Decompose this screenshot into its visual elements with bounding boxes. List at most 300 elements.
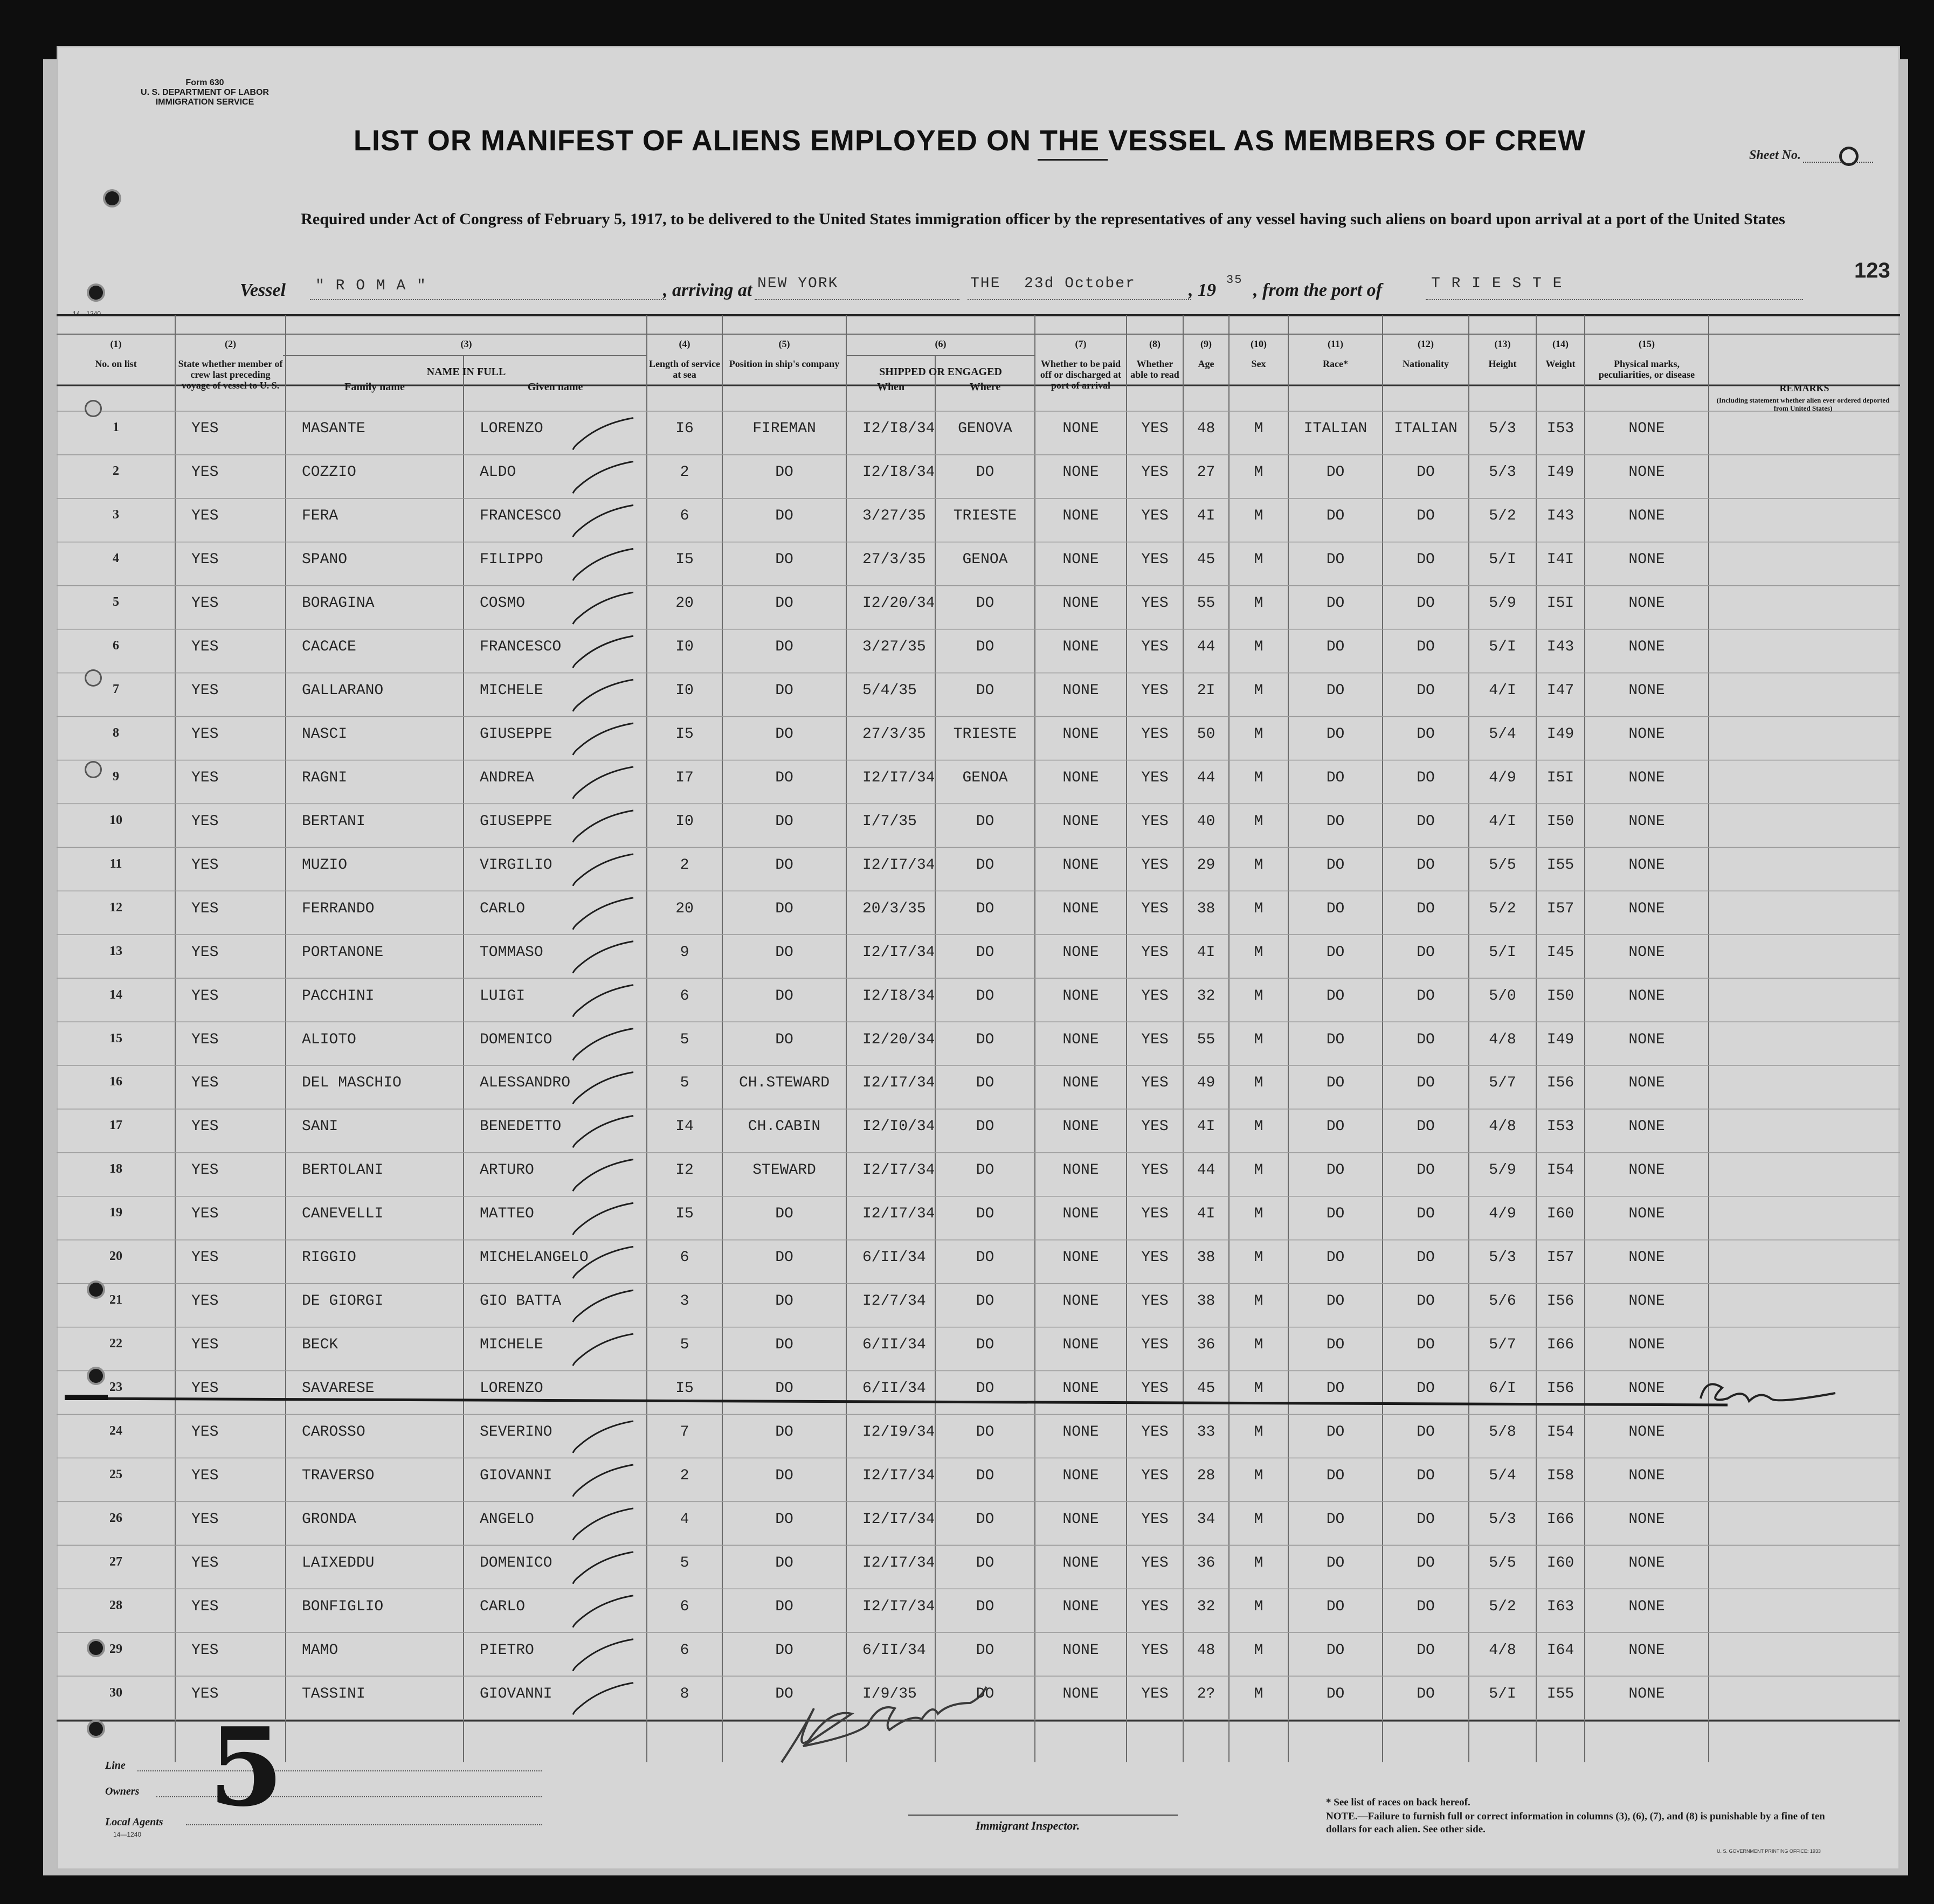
table-row: [57, 813, 1900, 835]
family-name: BERTANI: [302, 813, 365, 830]
table-row: [57, 1206, 1900, 1227]
physical-marks: NONE: [1628, 1337, 1665, 1354]
paid-off: NONE: [1062, 1642, 1099, 1659]
nationality: DO: [1417, 1423, 1435, 1441]
height: 5/9: [1489, 1162, 1516, 1179]
previous-voyage: YES: [191, 856, 219, 874]
ship-position: DO: [775, 1206, 793, 1223]
column-header-label: State whether member of crew last preceding voyage of vessel to U. S.: [178, 358, 283, 391]
row-number: 20: [109, 1249, 122, 1264]
family-name: PORTANONE: [302, 944, 384, 961]
table-row: [57, 1424, 1900, 1445]
sex: M: [1254, 1554, 1263, 1571]
physical-marks: NONE: [1628, 682, 1665, 700]
weight: I64: [1546, 1642, 1574, 1659]
given-name: ANDREA: [480, 769, 534, 786]
shipped-when: I2/I7/34: [862, 1075, 935, 1092]
able-to-read: YES: [1141, 1685, 1169, 1702]
ship-position: DO: [775, 1249, 793, 1266]
row-number: 7: [113, 682, 119, 697]
ship-position: DO: [775, 639, 793, 656]
table-row: [57, 639, 1900, 660]
row-number: 14: [109, 987, 122, 1002]
shipped-where: DO: [976, 1075, 994, 1092]
weight: I47: [1546, 682, 1574, 700]
table-row: [57, 1598, 1900, 1620]
arrival-year[interactable]: 35: [1226, 273, 1243, 287]
sex: M: [1254, 1293, 1263, 1310]
service: IMMIGRATION SERVICE: [155, 98, 254, 107]
paid-off: NONE: [1062, 1380, 1099, 1397]
able-to-read: YES: [1141, 856, 1169, 874]
sex: M: [1254, 1467, 1263, 1484]
shipped-where: TRIESTE: [953, 726, 1017, 743]
family-name: CAROSSO: [302, 1423, 365, 1441]
previous-voyage: YES: [191, 551, 219, 569]
sex: M: [1254, 900, 1263, 917]
given-name: BENEDETTO: [480, 1118, 562, 1136]
able-to-read: YES: [1141, 551, 1169, 569]
weight: I43: [1546, 639, 1574, 656]
ship-position: DO: [775, 1337, 793, 1354]
shipped-when: 5/4/35: [862, 682, 917, 700]
subheader-when: When: [876, 381, 905, 393]
weight: I56: [1546, 1380, 1574, 1397]
table-row: [57, 1555, 1900, 1576]
table-row: [57, 988, 1900, 1009]
weight: I43: [1546, 508, 1574, 525]
shipped-where: DO: [976, 1031, 994, 1048]
paid-off: NONE: [1062, 1337, 1099, 1354]
sex: M: [1254, 944, 1263, 961]
column-number: (5): [778, 338, 790, 349]
family-name: PACCHINI: [302, 987, 375, 1005]
given-name: ALESSANDRO: [480, 1075, 571, 1092]
previous-voyage: YES: [191, 726, 219, 743]
column-number: (6): [935, 338, 947, 349]
shipped-where: DO: [976, 1380, 994, 1397]
paid-off: NONE: [1062, 1293, 1099, 1310]
departure-port[interactable]: T R I E S T E: [1431, 275, 1563, 292]
previous-voyage: YES: [191, 464, 219, 481]
paid-off: NONE: [1062, 944, 1099, 961]
ship-position: DO: [775, 1511, 793, 1528]
weight: I53: [1546, 1118, 1574, 1136]
length-of-service: I0: [675, 813, 694, 830]
weight: I55: [1546, 1685, 1574, 1702]
ship-position: DO: [775, 508, 793, 525]
previous-voyage: YES: [191, 682, 219, 700]
able-to-read: YES: [1141, 639, 1169, 656]
weight: I49: [1546, 464, 1574, 481]
ship-position: DO: [775, 1293, 793, 1310]
column-header-label: Position in ship's company: [729, 358, 840, 369]
height: 5/7: [1489, 1337, 1516, 1354]
length-of-service: I5: [675, 551, 694, 569]
race: DO: [1326, 900, 1345, 917]
shipped-where: GENOA: [962, 769, 1008, 786]
row-number: 9: [113, 769, 119, 784]
race: DO: [1326, 1162, 1345, 1179]
sex: M: [1254, 595, 1263, 612]
row-number: 3: [113, 508, 119, 522]
physical-marks: NONE: [1628, 987, 1665, 1005]
printer-imprint: U. S. GOVERNMENT PRINTING OFFICE: 1933: [1717, 1848, 1821, 1854]
physical-marks: NONE: [1628, 508, 1665, 525]
row-number: 17: [109, 1118, 122, 1133]
column-number: (4): [679, 338, 690, 349]
nationality: DO: [1417, 1075, 1435, 1092]
given-name: MATTEO: [480, 1206, 534, 1223]
manifest-sheet: [57, 46, 1900, 1870]
previous-voyage: YES: [191, 769, 219, 786]
table-row: [57, 682, 1900, 704]
paid-off: NONE: [1062, 420, 1099, 438]
agents-label: Local Agents: [105, 1816, 163, 1828]
shipped-where: DO: [976, 1337, 994, 1354]
table-row: [57, 420, 1900, 442]
age: 38: [1197, 900, 1215, 917]
previous-voyage: YES: [191, 900, 219, 917]
column-number: (11): [1328, 338, 1343, 349]
given-name: DOMENICO: [480, 1554, 552, 1571]
length-of-service: 9: [680, 944, 689, 961]
previous-voyage: YES: [191, 1423, 219, 1441]
given-name: ARTURO: [480, 1162, 534, 1179]
row-number: 11: [109, 856, 122, 871]
sex: M: [1254, 1380, 1263, 1397]
arrival-port[interactable]: NEW YORK: [757, 275, 839, 292]
column-number: (8): [1149, 338, 1161, 349]
family-name: ALIOTO: [302, 1031, 356, 1048]
length-of-service: 4: [680, 1511, 689, 1528]
inspector-line[interactable]: [908, 1815, 1178, 1816]
height: 5/2: [1489, 1598, 1516, 1615]
shipped-where: DO: [976, 1293, 994, 1310]
table-row: [57, 1380, 1900, 1402]
ship-position: DO: [775, 1685, 793, 1702]
age: 27: [1197, 464, 1215, 481]
column-number: (3): [460, 338, 472, 349]
age: 4I: [1197, 944, 1215, 961]
sex: M: [1254, 1162, 1263, 1179]
length-of-service: I0: [675, 639, 694, 656]
family-name: BECK: [302, 1337, 339, 1354]
shipped-where: DO: [976, 1249, 994, 1266]
row-number: 4: [113, 551, 119, 566]
given-name: ANGELO: [480, 1511, 534, 1528]
race: DO: [1326, 682, 1345, 700]
physical-marks: NONE: [1628, 1249, 1665, 1266]
previous-voyage: YES: [191, 1293, 219, 1310]
punch-hole: [89, 1641, 103, 1655]
weight: I54: [1546, 1423, 1574, 1441]
weight: I57: [1546, 900, 1574, 917]
shipped-when: I2/I7/34: [862, 1598, 935, 1615]
page-number: 123: [1854, 259, 1890, 282]
owners-label: Owners: [105, 1785, 140, 1797]
ship-position: CH.CABIN: [748, 1118, 821, 1136]
column-header-label: Sex: [1251, 358, 1266, 369]
shipped-when: I2/I7/34: [862, 1554, 935, 1571]
race: DO: [1326, 1118, 1345, 1136]
race: DO: [1326, 1293, 1345, 1310]
table-row: [57, 726, 1900, 747]
inspector-label: Immigrant Inspector.: [976, 1819, 1080, 1832]
nationality: DO: [1417, 1685, 1435, 1702]
table-row: [57, 1031, 1900, 1053]
age: 38: [1197, 1293, 1215, 1310]
race: DO: [1326, 639, 1345, 656]
physical-marks: NONE: [1628, 639, 1665, 656]
nationality: DO: [1417, 944, 1435, 961]
race: DO: [1326, 1206, 1345, 1223]
length-of-service: I5: [675, 1380, 694, 1397]
page-title: LIST OR MANIFEST OF ALIENS EMPLOYED ON THE VESSEL AS MEMBERS OF CREW: [353, 124, 1586, 157]
row-number: 21: [109, 1293, 122, 1307]
length-of-service: 2: [680, 1467, 689, 1484]
row-number: 1: [113, 420, 119, 435]
punch-hole: [89, 1722, 103, 1736]
height: 5/6: [1489, 1293, 1516, 1310]
physical-marks: NONE: [1628, 551, 1665, 569]
given-name: ALDO: [480, 464, 516, 481]
previous-voyage: YES: [191, 944, 219, 961]
ship-position: DO: [775, 682, 793, 700]
length-of-service: 5: [680, 1075, 689, 1092]
column-header-label: Race*: [1323, 358, 1348, 369]
able-to-read: YES: [1141, 769, 1169, 786]
able-to-read: YES: [1141, 682, 1169, 700]
shipped-where: DO: [976, 1642, 994, 1659]
line-label: Line: [105, 1760, 126, 1771]
previous-voyage: YES: [191, 1337, 219, 1354]
subheader-where: Where: [969, 381, 1001, 393]
shipped-when: I/7/35: [862, 813, 917, 830]
physical-marks: NONE: [1628, 420, 1665, 438]
race: DO: [1326, 856, 1345, 874]
family-name: TASSINI: [302, 1685, 365, 1702]
table-row: [57, 901, 1900, 922]
sex: M: [1254, 1685, 1263, 1702]
previous-voyage: YES: [191, 987, 219, 1005]
paid-off: NONE: [1062, 1249, 1099, 1266]
table-row: [57, 551, 1900, 573]
ship-position: DO: [775, 856, 793, 874]
weight: I45: [1546, 944, 1574, 961]
family-name: NASCI: [302, 726, 348, 743]
family-name: BORAGINA: [302, 595, 375, 612]
able-to-read: YES: [1141, 1075, 1169, 1092]
punch-hole: [86, 401, 100, 416]
column-number: (15): [1639, 338, 1655, 349]
race: DO: [1326, 944, 1345, 961]
height: 4/8: [1489, 1118, 1516, 1136]
height: 4/8: [1489, 1642, 1516, 1659]
age: 40: [1197, 813, 1215, 830]
age: 36: [1197, 1337, 1215, 1354]
paid-off: NONE: [1062, 1423, 1099, 1441]
table-row: [57, 770, 1900, 791]
shipped-when: I2/I7/34: [862, 944, 935, 961]
nationality: DO: [1417, 1118, 1435, 1136]
given-name: LORENZO: [480, 1380, 543, 1397]
column-number: (13): [1494, 338, 1511, 349]
physical-marks: NONE: [1628, 464, 1665, 481]
shipped-when: I/9/35: [862, 1685, 917, 1702]
line-field[interactable]: [137, 1770, 542, 1771]
family-name: GRONDA: [302, 1511, 356, 1528]
sex: M: [1254, 1423, 1263, 1441]
given-name: FILIPPO: [480, 551, 543, 569]
shipped-where: DO: [976, 900, 994, 917]
able-to-read: YES: [1141, 944, 1169, 961]
shipped-when: I2/20/34: [862, 595, 935, 612]
table-row: [57, 1249, 1900, 1271]
height: 5/2: [1489, 900, 1516, 917]
row-number: 24: [109, 1423, 122, 1438]
family-name: MUZIO: [302, 856, 348, 874]
table-row: [57, 1337, 1900, 1358]
column-header-label: Whether able to read: [1130, 358, 1179, 380]
nationality: DO: [1417, 1206, 1435, 1223]
given-name: MICHELANGELO: [480, 1249, 589, 1266]
family-name: MASANTE: [302, 420, 365, 438]
sex: M: [1254, 1031, 1263, 1048]
paid-off: NONE: [1062, 726, 1099, 743]
previous-voyage: YES: [191, 595, 219, 612]
the-label: THE: [970, 275, 1001, 292]
shipped-when: 6/II/34: [862, 1380, 926, 1397]
family-name: SANI: [302, 1118, 339, 1136]
ship-position: FIREMAN: [752, 420, 816, 438]
subheader-given-name: Given name: [527, 381, 583, 393]
able-to-read: YES: [1141, 1293, 1169, 1310]
height: 6/I: [1489, 1380, 1516, 1397]
age: 38: [1197, 1249, 1215, 1266]
shipped-when: 6/II/34: [862, 1642, 926, 1659]
shipped-where: GENOVA: [958, 420, 1012, 438]
nationality: DO: [1417, 900, 1435, 917]
age: 44: [1197, 769, 1215, 786]
age: 32: [1197, 1598, 1215, 1615]
given-name: GIUSEPPE: [480, 726, 552, 743]
previous-voyage: YES: [191, 1206, 219, 1223]
nationality: DO: [1417, 726, 1435, 743]
family-name: RIGGIO: [302, 1249, 356, 1266]
given-name: SEVERINO: [480, 1423, 552, 1441]
sex: M: [1254, 682, 1263, 700]
nationality: DO: [1417, 508, 1435, 525]
given-name: GIO BATTA: [480, 1293, 562, 1310]
length-of-service: 6: [680, 1249, 689, 1266]
shipped-when: I2/I7/34: [862, 1511, 935, 1528]
length-of-service: I2: [675, 1162, 694, 1179]
table-row: [57, 1118, 1900, 1140]
race-note: * See list of races on back hereof.: [1326, 1797, 1470, 1808]
family-name: COZZIO: [302, 464, 356, 481]
punch-hole: [89, 1283, 103, 1297]
column-number: (9): [1200, 338, 1212, 349]
column-header-label: NAME IN FULL: [426, 366, 506, 378]
paid-off: NONE: [1062, 1511, 1099, 1528]
column-number: (2): [225, 338, 236, 349]
weight: I49: [1546, 1031, 1574, 1048]
paid-off: NONE: [1062, 769, 1099, 786]
family-name: FERRANDO: [302, 900, 375, 917]
shipped-when: 27/3/35: [862, 726, 926, 743]
column-number: (12): [1418, 338, 1434, 349]
weight: I60: [1546, 1554, 1574, 1571]
weight: I60: [1546, 1206, 1574, 1223]
row-number: 19: [109, 1206, 122, 1220]
paid-off: NONE: [1062, 551, 1099, 569]
sex: M: [1254, 1511, 1263, 1528]
row-number: 27: [109, 1554, 122, 1569]
remarks-note: (Including statement whether alien ever ordered deported from United States): [1716, 396, 1890, 412]
ship-position: DO: [775, 944, 793, 961]
column-number: (10): [1251, 338, 1267, 349]
arrival-date[interactable]: 23d October: [1024, 275, 1136, 292]
shipped-where: DO: [976, 944, 994, 961]
able-to-read: YES: [1141, 1511, 1169, 1528]
column-header-label: No. on list: [95, 358, 137, 369]
weight: I56: [1546, 1075, 1574, 1092]
shipped-when: I2/20/34: [862, 1031, 935, 1048]
ship-position: DO: [775, 1031, 793, 1048]
length-of-service: 6: [680, 1598, 689, 1615]
vessel-name[interactable]: " R O M A ": [315, 278, 427, 294]
family-name: DEL MASCHIO: [302, 1075, 402, 1092]
family-name: BONFIGLIO: [302, 1598, 384, 1615]
age: 55: [1197, 595, 1215, 612]
ship-position: DO: [775, 551, 793, 569]
race: DO: [1326, 595, 1345, 612]
height: 5/I: [1489, 1685, 1516, 1702]
column-header-label: Length of service at sea: [649, 358, 720, 380]
paid-off: NONE: [1062, 1118, 1099, 1136]
previous-voyage: YES: [191, 1554, 219, 1571]
length-of-service: 6: [680, 1642, 689, 1659]
family-name: BERTOLANI: [302, 1162, 384, 1179]
family-name: SAVARESE: [302, 1380, 375, 1397]
ship-position: DO: [775, 726, 793, 743]
year-prefix: , 19: [1189, 280, 1216, 300]
physical-marks: NONE: [1628, 1511, 1665, 1528]
weight: I58: [1546, 1467, 1574, 1484]
previous-voyage: YES: [191, 1249, 219, 1266]
able-to-read: YES: [1141, 726, 1169, 743]
ship-position: DO: [775, 1380, 793, 1397]
ship-position: DO: [775, 813, 793, 830]
table-row: [57, 857, 1900, 878]
previous-voyage: YES: [191, 1162, 219, 1179]
weight: I63: [1546, 1598, 1574, 1615]
nationality: DO: [1417, 464, 1435, 481]
shipped-where: DO: [976, 1511, 994, 1528]
able-to-read: YES: [1141, 1380, 1169, 1397]
row-number: 8: [113, 726, 119, 740]
age: 36: [1197, 1554, 1215, 1571]
row-number: 13: [109, 944, 122, 958]
given-name: DOMENICO: [480, 1031, 552, 1048]
previous-voyage: YES: [191, 1075, 219, 1092]
shipped-where: DO: [976, 1162, 994, 1179]
nationality: DO: [1417, 1598, 1435, 1615]
shipped-where: DO: [976, 1206, 994, 1223]
ship-position: DO: [775, 1642, 793, 1659]
height: 4/I: [1489, 813, 1516, 830]
